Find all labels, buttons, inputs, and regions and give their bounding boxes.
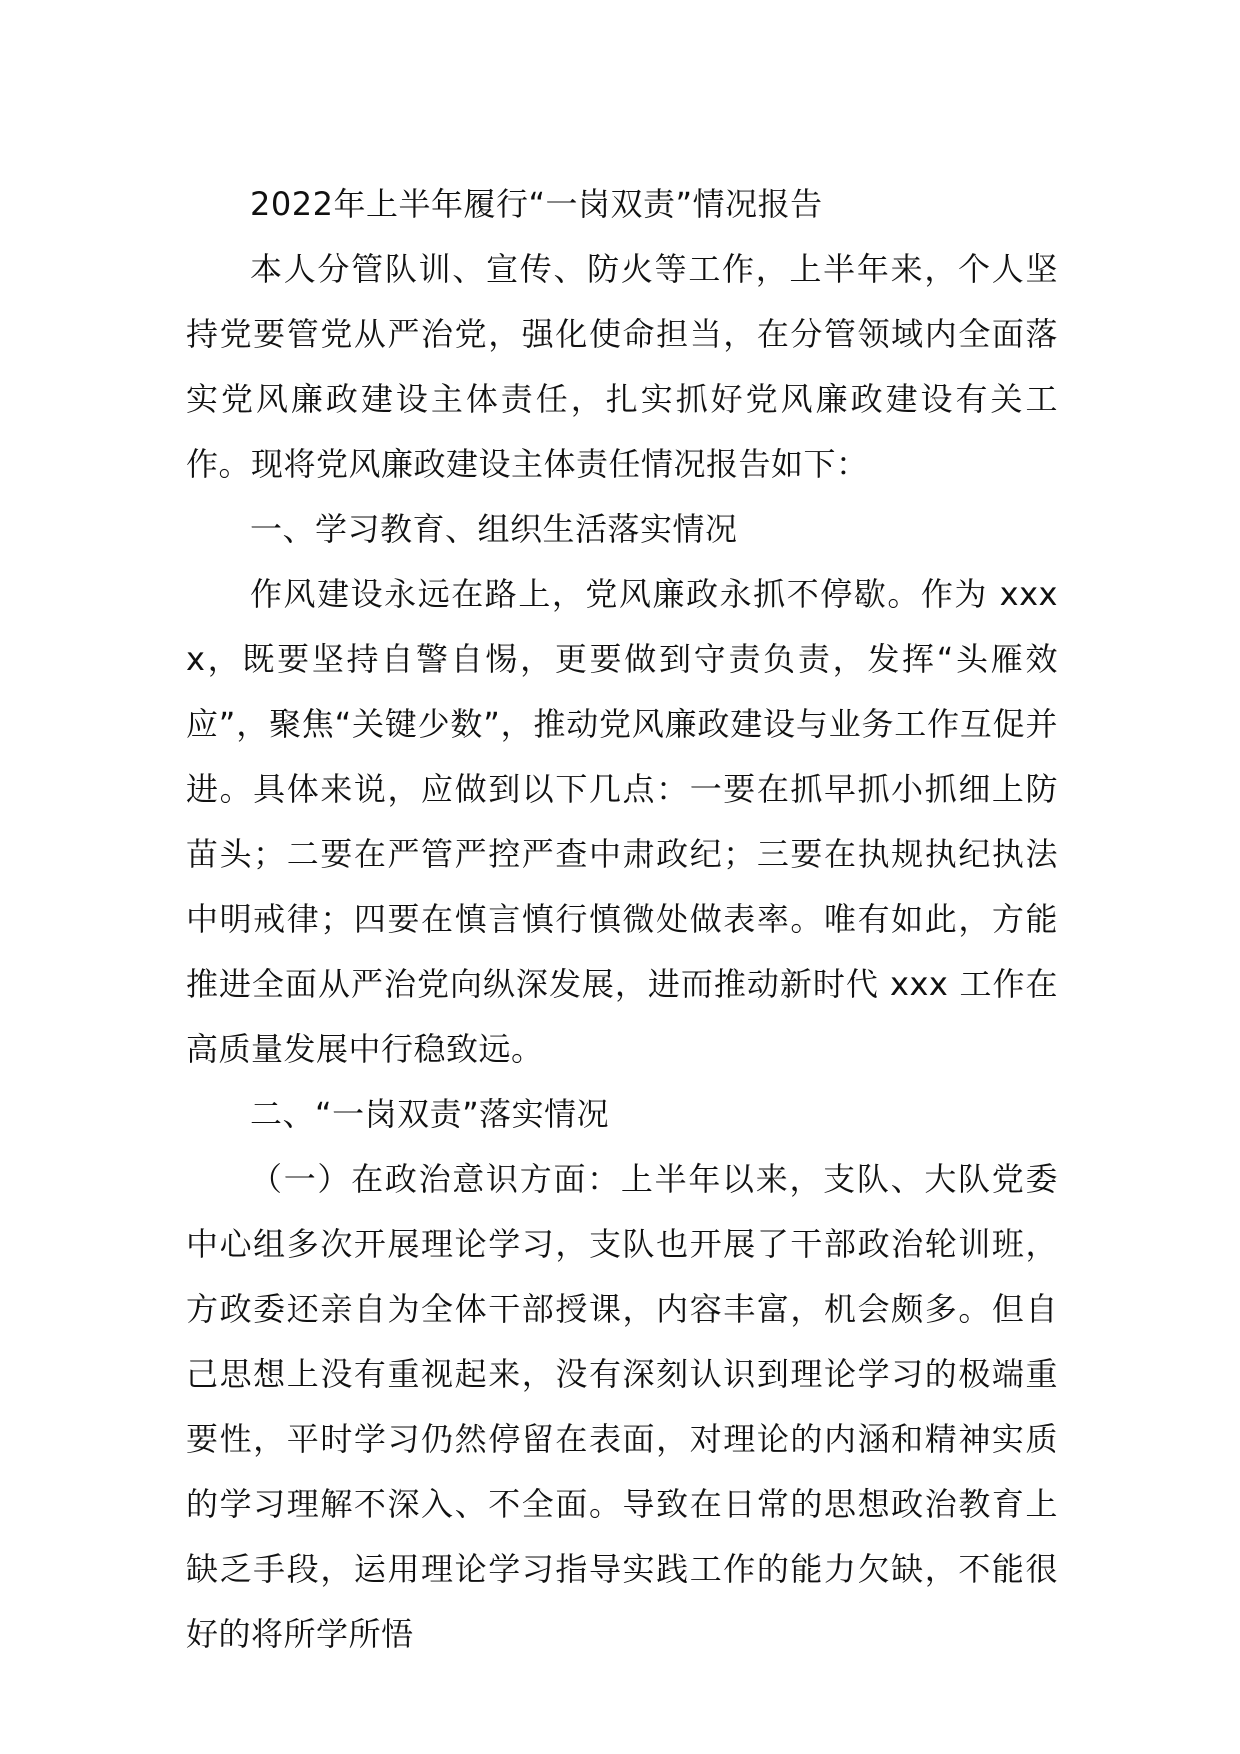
- paragraph-intro: 本人分管队训、宣传、防火等工作，上半年来，个人坚持党要管党从严治党，强化使命担当，在分管领域内全面落实党风廉政建设主体责任，扎实抓好党风廉政建设有关工作。现将党风廉政建设主体责任情况报告如下：: [186, 250, 1058, 483]
- section-heading-2: 二、“一岗双责”落实情况: [250, 1095, 610, 1133]
- section-heading-1: 一、学习教育、组织生活落实情况: [250, 510, 738, 548]
- paragraph-section-2-1: （一）在政治意识方面：上半年以来，支队、大队党委中心组多次开展理论学习，支队也开展了干部政治轮训班，方政委还亲自为全体干部授课，内容丰富，机会颇多。但自己思想上没有重视起来，没有深刻认识到理论学习的极端重要性，平时学习仍然停留在表面，对理论的内涵和精神实质的学习理解不深入、不全面。导致在日常的思想政治教育上缺乏手段，运用理论学习指导实践工作的能力欠缺，不能很好的将所学所悟: [186, 1160, 1058, 1653]
- document-body: [186, 172, 1058, 1667]
- document-title: 2022年上半年履行“一岗双责”情况报告: [250, 185, 823, 223]
- paragraph-section-1: 作风建设永远在路上，党风廉政永抓不停歇。作为 xxxx，既要坚持自警自惕，更要做到守责负责，发挥“头雁效应”，聚焦“关键少数”，推动党风廉政建设与业务工作互促并进。具体来说，应做到以下几点：一要在抓早抓小抓细上防苗头；二要在严管严控严查中肃政纪；三要在执规执纪执法中明戒律；四要在慎言慎行慎微处做表率。唯有如此，方能推进全面从严治党向纵深发展，进而推动新时代 xxx 工作在高质量发展中行稳致远。: [186, 575, 1058, 1068]
